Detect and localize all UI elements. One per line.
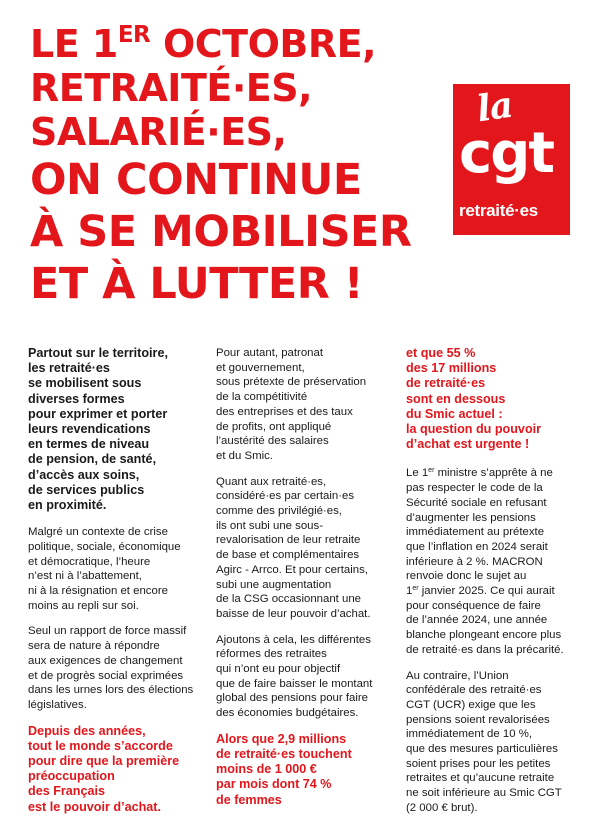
column-3-paragraph-1: Le 1er ministre s’apprête à ne pas respecter le code de la Sécurité sociale en refusant d’augmenter les pensions immédiatement au prétexte que l’inflation en 2024 serait inférieure à 2 %. MACRON renvoie donc le sujet au 1er janvier 2025. Ce qui aurait pour conséquence de faire de l’année 2024, une année blanche plongeant encore plus de retraité·es dans la précarité. [406,467,564,656]
headline-line-4: ON CONTINUE [30,155,362,205]
column-2 [216,346,396,819]
headline-line-1: LE 1ER OCTOBRE, [30,22,377,66]
headline-line-3: SALARIÉ·ES, [30,110,287,154]
column-1-lead: Partout sur le territoire, les retraité·es se mobilisent sous diverses formes pour exprimer et porter leurs revendications en termes de niveau de pension, de santé, d’accès aux soins, de services publics en proximité. [28,346,168,513]
headline [30,22,450,310]
column-3 [406,346,586,827]
logo-subtitle: retraité·es [459,201,538,220]
column-1-highlight: Depuis des années, tout le monde s’accorde pour dire que la première préoccupation des Français est le pouvoir d’achat. [28,723,180,814]
headline-line-6: ET À LUTTER ! [30,259,363,309]
column-2-highlight: Alors que 2,9 millions de retraité·es touchent moins de 1 000 € par mois dont 74 % de femmes [216,731,352,807]
column-1 [28,346,208,826]
column-2-paragraph-2: Quant aux retraité·es, considéré·es par certain·es comme des privilégié·es, ils ont subi une sous- revalorisation de leur retraite de base et complémentaires Agirc - Arrco. Et pour certains, subi une augmentation de la CSG occasionnant une baisse de leur pouvoir d’achat. [216,475,371,620]
column-1-paragraph-2: Seul un rapport de force massif sera de nature à répondre aux exigences de changement et de progrès social exprimées dans les urnes lors des élections législatives. [28,625,194,711]
column-1-paragraph-1: Malgré un contexte de crise politique, sociale, économique et démocratique, l’heure n’est ni à l’abattement, ni à la résignation et encore moins au repli sur soi. [28,526,181,612]
column-3-highlight: et que 55 % des 17 millions de retraité·es sont en dessous du Smic actuel : la question du pouvoir d’achat est urgente ! [406,346,542,452]
cgt-retraites-logo [453,84,570,235]
column-2-paragraph-3: Ajoutons à cela, les différentes réformes des retraites qui n’ont eu pour objectif que de faire baisser le montant global des pensions pour faire des économies budgétaires. [216,633,373,720]
column-3-paragraph-2: Au contraire, l’Union confédérale des retraité·es CGT (UCR) exige que les pensions soient revalorisées immédiatement de 10 %, que des mesures particulières soient prises pour les petites retraites et qu’aucune retraite ne soit inférieure au Smic CGT (2 000 € brut). [406,669,562,814]
logo-la-text: la [474,84,515,131]
headline-line-5: À SE MOBILISER [30,207,412,257]
column-2-paragraph-1: Pour autant, patronat et gouvernement, sous prétexte de préservation de la compétitivité des entreprises et des taux de profits, ont appliqué l’austérité des salaires et du Smic. [216,347,367,462]
headline-line-2: RETRAITÉ·ES, [30,66,313,110]
logo-cgt-text: cgt [459,121,554,186]
